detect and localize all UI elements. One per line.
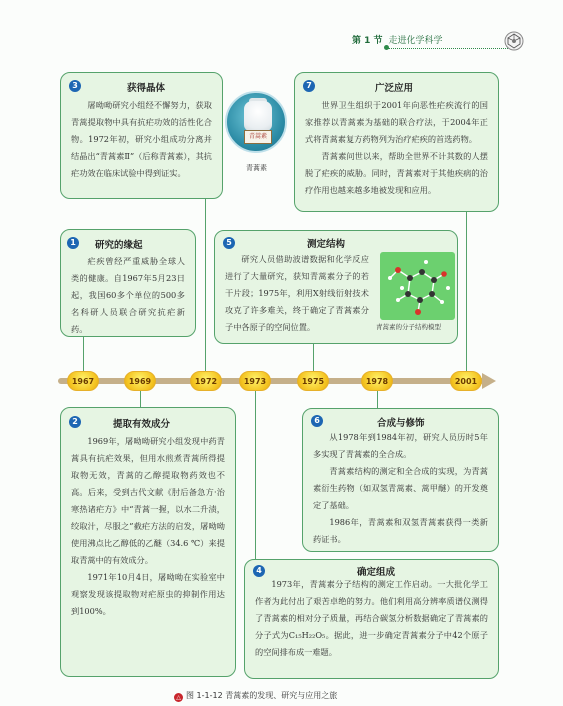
year-marker-1973: 1973: [239, 371, 271, 391]
connector-3: [205, 198, 206, 374]
figure-caption: [174, 690, 337, 702]
year-marker-1972: 1972: [190, 371, 222, 391]
connector-7: [466, 211, 467, 374]
year-marker-2001: 2001: [450, 371, 482, 391]
year-marker-1969: 1969: [124, 371, 156, 391]
year-marker-1967: 1967: [67, 371, 99, 391]
header-section: 第 1 节: [352, 36, 383, 46]
card-title: 提取有效成分: [113, 419, 171, 430]
card-wide-application: [294, 72, 499, 212]
card-text: 1969年，屠呦呦研究小组发现中药青蒿具有抗疟效果，但用水煎煮青蒿所得提取物无效，青蒿的乙醇提取物药效也不高。后来，受到古代文献《肘后备急方·治寒热诸疟方》中“青蒿一握，以水二升渍，绞取汁，尽服之”截疟方法的启发，屠呦呦使用沸点比乙醇低的乙醚（34.6 ℃）来提取青蒿中的有效成分。 1971年10月4日，屠呦呦在实验室中观察发现该提取物对疟原虫的抑制作用达到100%。: [71, 436, 225, 616]
year-marker-1975: 1975: [297, 371, 329, 391]
header-title: 走进化学科学: [388, 36, 443, 46]
step-number-badge: 6: [311, 415, 323, 427]
card-research-origin: [60, 229, 196, 337]
specimen-caption: 青蒿素: [246, 164, 267, 172]
figure-badge-icon: △: [174, 693, 183, 702]
card-title: 合成与修饰: [377, 418, 425, 429]
card-determine-composition: [244, 559, 499, 679]
molecule-model-image: [380, 252, 455, 320]
molecule-caption: 青蒿素的分子结构模型: [376, 323, 441, 331]
card-text: 疟疾曾经严重威胁全球人类的健康。自1967年5月23日起，我国60多个单位的500多名科研人员联合研究抗疟新药。: [71, 256, 185, 334]
card-title: 确定组成: [357, 567, 396, 578]
step-number-badge: 1: [67, 237, 79, 249]
step-number-badge: 4: [253, 565, 265, 577]
page-header: [352, 33, 443, 46]
card-extract-active-ingredient: [60, 407, 236, 677]
card-title: 研究的缘起: [95, 240, 143, 251]
timeline-bar: [58, 378, 486, 384]
step-number-badge: 2: [69, 416, 81, 428]
header-rule: [388, 48, 518, 49]
card-title: 测定结构: [307, 239, 346, 250]
step-number-badge: 3: [69, 80, 81, 92]
card-text: 1973年，青蒿素分子结构的测定工作启动。一大批化学工作者为此付出了艰苦卓绝的努力。他们利用高分辨率质谱仪测得了青蒿素的相对分子质量，再结合碳氢分析数据确定了青蒿素的分子式为C₁₅H₂₂O₅。据此，进一步确定青蒿素分子中42个原子的空间排布成一难题。: [255, 579, 488, 657]
year-marker-1978: 1978: [361, 371, 393, 391]
connector-5: [313, 343, 314, 374]
card-text: 研究人员借助波谱数据和化学反应进行了大量研究，获知青蒿素分子的若干片段；1975年，利用X射线衍射技术攻克了许多难关，终于确定了青蒿素分子中各原子的空间位置。: [225, 254, 369, 332]
molecular-formula: C₁₅H₂₂O₅: [288, 630, 326, 640]
step-number-badge: 7: [303, 80, 315, 92]
card-text: 从1978年到1984年初，研究人员历时5年多实现了青蒿素的全合成。 青蒿素结构的测定和全合成的实现，为青蒿素衍生药物（如双氢青蒿素、蒿甲醚）的开发奠定了基础。 1986年，青蒿素和双氢青蒿素获得一类新药证书。: [313, 432, 488, 544]
card-text: 屠呦呦研究小组经不懈努力，获取青蒿提取物中具有抗疟功效的活性化合物。1972年初，研究小组成功分离并结晶出“青蒿素Ⅱ”（后称青蒿素），其抗疟功效在临床试验中得到证实。: [71, 100, 212, 178]
molecule-badge-icon: [503, 30, 525, 52]
connector-1: [83, 336, 84, 374]
figure-caption-text: 图 1-1-12 青蒿素的发现、研究与应用之旅: [186, 691, 338, 700]
card-text: 世界卫生组织于2001年向恶性疟疾流行的国家推荐以青蒿素为基础的联合疗法，于2004年正式将青蒿素复方药物列为治疗疟疾的首选药物。 青蒿素问世以来，帮助全世界不计其数的人摆脱了疟疾的威胁。同时，青蒿素对于其他疾病的治疗作用也越来越多地被发现和应用。: [305, 100, 488, 195]
card-title: 获得晶体: [127, 83, 166, 94]
specimen-jar-label: 青蒿素: [244, 130, 272, 144]
card-get-crystal: [60, 72, 223, 199]
artemisinin-specimen-photo: [225, 91, 287, 153]
timeline-arrow-icon: [482, 373, 496, 389]
connector-4: [255, 387, 256, 559]
card-title: 广泛应用: [375, 83, 414, 94]
card-synthesis-and-modification: [302, 408, 499, 552]
step-number-badge: 5: [223, 237, 235, 249]
